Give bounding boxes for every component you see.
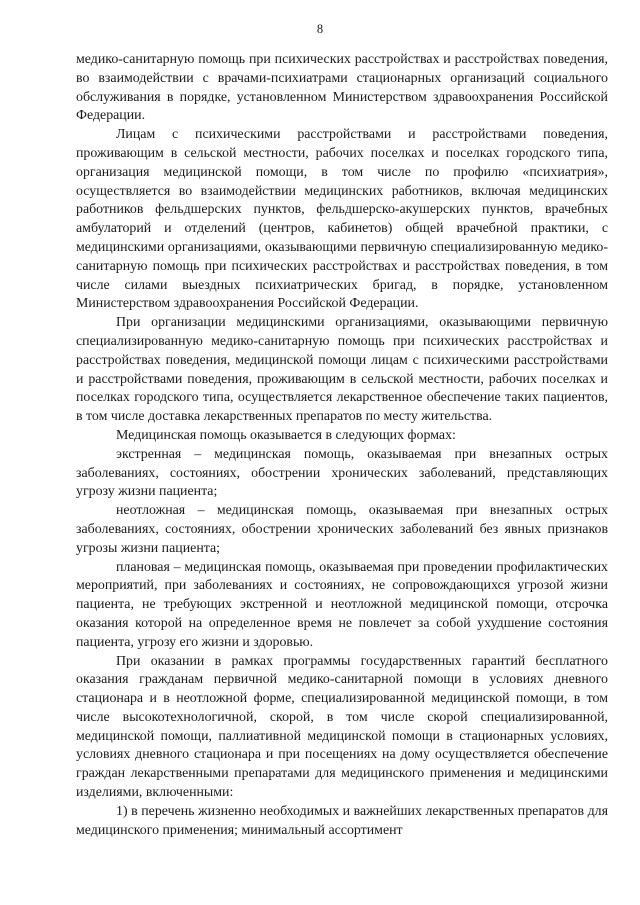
paragraph-drug-delivery: При организации медицинскими организациями, оказывающими первичную специализированную медико-санитарную помощь при психических расстройствах и расстройствах поведения, медицинской помощи лицам с психическими расстройствами и расстройствами поведения, проживающим в сельской местности, рабочих поселках и поселках городского типа, осуществляется лекарственное обеспечение таких пациентов, в том числе доставка лекарственных препаратов по месту жительства. [76,315,608,425]
paragraph-forms-intro: Медицинская помощь оказывается в следующих формах: [116,427,456,443]
paragraph-rural-patients: Лицам с психическими расстройствами и расстройствами поведения, проживающим в сельской местности, рабочих поселках и поселках городского типа, организация медицинской помощи, в том числе по профилю «психиатрия», осуществляется во взаимодействии медицинских работников, включая медицинских работников фельдшерских пунктов, фельдшерско-акушерских пунктов, врачебных амбулаторий и отделений (центров, кабинетов) общей врачебной практики, с медицинскими организациями, оказывающими первичную специализированную медико-санитарную помощь при психических расстройствах и расстройствах поведения, в том числе силами выездных психиатрических бригад, в порядке, установленном Министерством здравоохранения Российской Федерации. [76,127,608,312]
paragraph-form-planned: плановая – медицинская помощь, оказываемая при проведении профилактических мероприятий, при заболеваниях и состояниях, не сопровождающихся угрозой жизни пациента, не требующих экстренной и неотложной медицинской помощи, отсрочка оказания которой на определенное время не повлечет за собой ухудшение состояния пациента, угрозу его жизни и здоровью. [76,559,608,650]
paragraph-form-urgent: неотложная – медицинская помощь, оказываемая при внезапных острых заболеваниях, состояниях, обострении хронических заболеваний без явных признаков угрозы жизни пациента; [76,503,608,556]
document-body [76,51,608,840]
paragraph-list-item-1: 1) в перечень жизненно необходимых и важнейших лекарственных препаратов для медицинского применения; минимальный ассортимент [76,803,608,838]
paragraph-form-emergency: экстренная – медицинская помощь, оказываемая при внезапных острых заболеваниях, состояниях, обострении хронических заболеваний, представляющих угрозу жизни пациента; [76,446,608,500]
paragraph-drug-provision: При оказании в рамках программы государственных гарантий бесплатного оказания гражданам первичной медико-санитарной помощи в условиях дневного стационара и в неотложной форме, специализированной медицинской помощи, в том числе высокотехнологичной, скорой, в том числе скорой специализированной, медицинской помощи, паллиативной медицинской помощи в стационарных условиях, условиях дневного стационара и при посещениях на дому осуществляется обеспечение граждан лекарственными препаратами для медицинского применения и медицинскими изделиями, включенными: [76,653,608,801]
paragraph-continuation: медико-санитарную помощь при психических расстройствах и расстройствах поведения, во взаимодействии с врачами-психиатрами стационарных организаций социального обслуживания в порядке, установленном Министерством здравоохранения Российской Федерации. [76,52,608,124]
page-number: 8 [316,22,324,36]
